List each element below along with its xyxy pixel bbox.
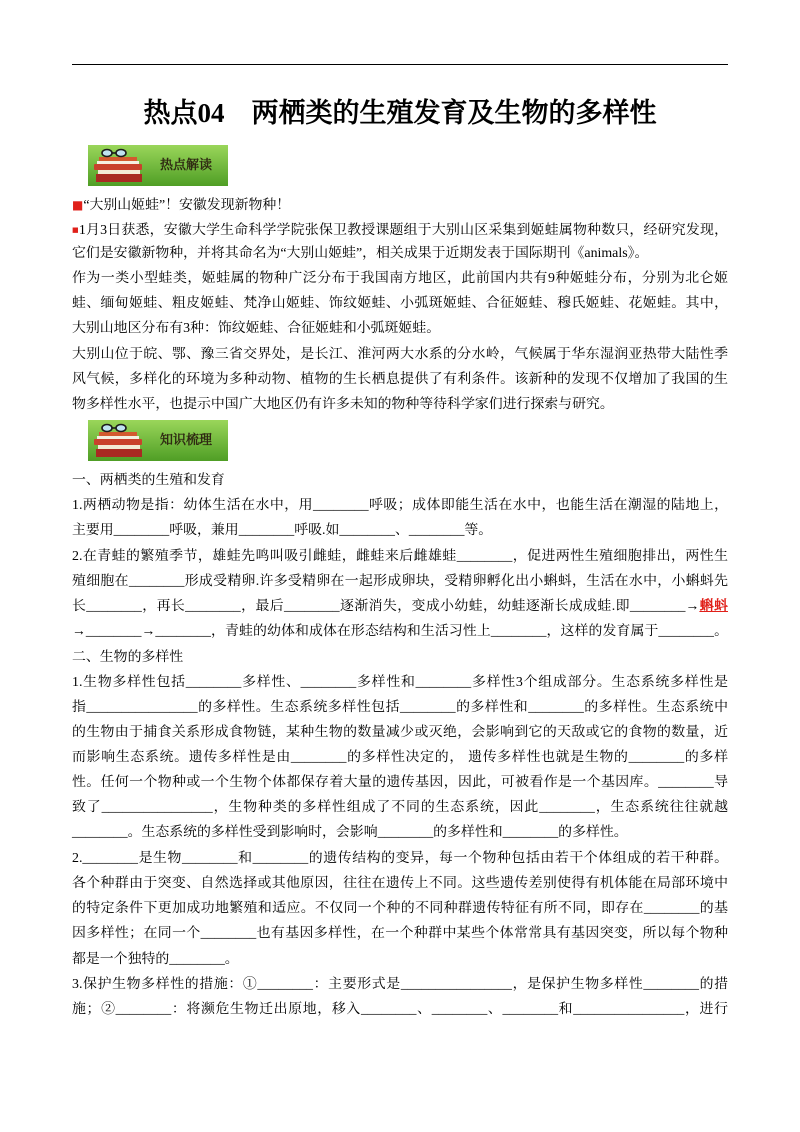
worksheet-line: 2.________是生物________和________的遗传结构的变异，每一个物种包括由若干个体组成的若干种群。 (72, 851, 728, 866)
header-rule (72, 64, 728, 65)
books-icon (94, 432, 142, 457)
worksheet-line: 因多样性；在同一个________也有基因多样性，在一个种群中某些个体常常具有基因突变，所以每个物种 (72, 926, 728, 941)
worksheet-line: 3.保护生物多样性的措施：①________：主要形式是________________，是保护生物多样性________的措 (72, 977, 728, 992)
worksheet-line: →________→________，青蛙的幼体和成体在形态结构和生活习性上________，这样的发育属于________。 (72, 624, 728, 639)
news-line: 大别山地区分布有3种：饰纹姬蛙、合征姬蛙和小弧斑姬蛙。 (72, 321, 441, 336)
worksheet-line: ________。生态系统的多样性受到影响时，会影响________的多样性和________的多样性。 (72, 825, 628, 840)
news-line: 蛙、缅甸姬蛙、粗皮姬蛙、梵净山姬蛙、饰纹姬蛙、小弧斑姬蛙、合征姬蛙、穆氏姬蛙、花姬蛙。其中， (72, 296, 728, 311)
worksheet-line: 都是一个独特的________。 (72, 952, 239, 967)
news-line (72, 220, 728, 240)
badge-label: 知识梳理 (160, 433, 213, 448)
worksheet-line: 2.在青蛙的繁殖季节，雄蛙先鸣叫吸引雌蛙，雌蛙来后雌雄蛙________，促进两性生殖细胞排出，两性生 (72, 549, 728, 564)
news-headline (72, 195, 728, 215)
worksheet-line: 1.两栖动物是指：幼体生活在水中，用________呼吸；成体即能生活在水中，也能生活在潮湿的陆地上， (72, 498, 728, 513)
worksheet-line: 的特定条件下更加成功地繁殖和适应。不仅同一个种的不同种群遗传特征有所不同，即存在________的基 (72, 901, 728, 916)
worksheet-line: 指________________的多样性。生态系统多样性包括________的多样性和________的多样性。生态系统中 (72, 700, 728, 715)
worksheet-line: 主要用________呼吸，兼用________呼吸.如________、________等。 (72, 523, 493, 538)
worksheet-line: 殖细胞在________形成受精卵.许多受精卵在一起形成卵块，受精卵孵化出小蝌蚪，生活在水中，小蝌蚪先 (72, 574, 728, 589)
badge-knowledge-review (88, 420, 228, 461)
section-heading: 一、两栖类的生殖和发育 (72, 473, 225, 488)
highlighted-word: 蝌蚪 (699, 599, 728, 614)
worksheet-line: 各个种群由于突变、自然选择或其他原因，往往在遗传上不同。这些遗传差别使得有机体能在局部环境中 (72, 876, 728, 891)
worksheet-line: 致了________________，生物种类的多样性组成了不同的生态系统，因此________，生态系统往往就越 (72, 800, 728, 815)
worksheet-line: 的生物由于捕食关系形成食物链，某种生物的数量减少或灭绝，会影响到它的天敌或它的食物的数量，近 (72, 725, 728, 740)
red-square-bullet-icon: ■ (72, 198, 84, 212)
worksheet-line: 施；②________：将濒危生物迁出原地，移入________、________、________和________________，进行 (72, 1002, 728, 1017)
worksheet-line: 而影响生态系统。遗传多样性是由________的多样性决定的， 遗传多样性也就是生物的________的多样 (72, 750, 728, 765)
news-line: 它们是安徽新物种，并将其命名为“大别山姬蛙”，相关成果于近期发表于国际期刊《animals》。 (72, 246, 649, 261)
news-line-text: 1月3日获悉，安徽大学生命科学学院张保卫教授课题组于大别山区采集到姬蛙属物种数只，经研究发现， (78, 223, 728, 238)
worksheet-line: 性。任何一个物种或一个生物个体都保存着大量的遗传基因，因此，可被看作是一个基因库。________导 (72, 775, 728, 790)
news-line: 物多样性水平，也提示中国广大地区仍有许多未知的物种等待科学家们进行探索与研究。 (72, 397, 614, 412)
section-heading: 二、生物的多样性 (72, 650, 184, 665)
news-line: 大别山位于皖、鄂、豫三省交界处，是长江、淮河两大水系的分水岭，气候属于华东湿润亚热带大陆性季 (72, 347, 728, 362)
books-icon (94, 157, 142, 182)
worksheet-line: 1.生物多样性包括________多样性、________多样性和________多样性3个组成部分。生态系统多样性是 (72, 675, 728, 690)
page-title: 热点04 两栖类的生殖发育及生物的多样性 (143, 98, 657, 128)
worksheet-line-text: 长________，再长________，最后________逐渐消失，变成小幼蛙，幼蛙逐渐长成成蛙.即________→ (72, 599, 700, 614)
news-line: 风气候，多样化的环境为多种动物、植物的生长栖息提供了有利条件。该新种的发现不仅增加了我国的生 (72, 372, 728, 387)
badge-label: 热点解读 (160, 158, 213, 173)
badge-hot-reading (88, 145, 228, 186)
news-line: 作为一类小型蛙类，姬蛙属的物种广泛分布于我国南方地区，此前国内共有9种姬蛙分布，分别为北仑姬 (72, 271, 728, 286)
red-square-bullet-icon: ■ (72, 226, 79, 234)
worksheet-line (72, 597, 728, 617)
news-headline-text: “大别山姬蛙”！安徽发现新物种！ (83, 198, 291, 213)
